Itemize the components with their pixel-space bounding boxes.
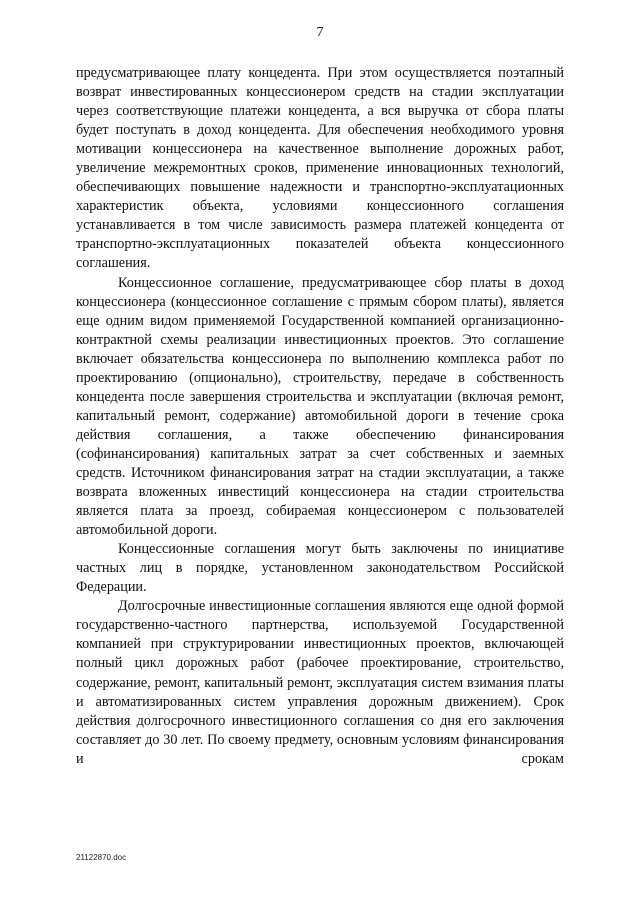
paragraph-toll-concession: Концессионное соглашение, предусматривающее сбор платы в доход концессионера (концессионное соглашение с прямым сбором платы), является еще одним видом применяемой Государственной компанией организационно-контрактной схемы реализации инвестиционных проектов. Это соглашение включает обязательства концессионера по выполнению комплекса работ по проектированию (опционально), строительству, передаче в собственность концедента после завершения строительства и эксплуатации (включая ремонт, капитальный ремонт, содержание) автомобильной дороги в течение срока действия соглашения, а также обеспечению финансирования (софинансирования) капитальных затрат за счет собственных и заемных средств. Источником финансирования затрат на стадии эксплуатации, а также возврата вложенных инвестиций концессионера на стадии строительства является плата за проезд, собираемая концессионером с пользователей автомобильной дороги. — [76, 274, 564, 539]
document-body — [76, 64, 564, 769]
paragraph-private-initiative: Концессионные соглашения могут быть заключены по инициативе частных лиц в порядке, установленном законодательством Российской Федерации. — [76, 541, 564, 596]
paragraph-long-term-agreements: Долгосрочные инвестиционные соглашения являются еще одной формой государственно-частного партнерства, используемой Государственной компанией при структурировании инвестиционных проектов, включающей полный цикл дорожных работ (рабочее проектирование, строительство, содержание, ремонт, капитальный ремонт, эксплуатация систем взимания платы и автоматизированных систем управления дорожным движением). Срок действия долгосрочного инвестиционного соглашения со дня его заключения составляет до 30 лет. По своему предмету, основным условиям финансирования и срокам — [76, 598, 564, 767]
footer-filename: 21122870.doc — [76, 853, 127, 862]
paragraph-continuation: предусматривающее плату концедента. При этом осуществляется поэтапный возврат инвестированных концессионером средств на стадии эксплуатации через соответствующие платежи концедента, а вся выручка от сбора платы будет поступать в доход концедента. Для обеспечения необходимого уровня мотивации концессионера на качественное выполнение дорожных работ, увеличение межремонтных сроков, применение инновационных технологий, обеспечивающих повышение надежности и транспортно-эксплуатационных характеристик объекта, условиями концессионного соглашения устанавливается в том числе зависимость размера платежей концедента от транспортно-эксплуатационных показателей объекта концессионного соглашения. — [76, 65, 564, 272]
page-number: 7 — [316, 25, 324, 40]
